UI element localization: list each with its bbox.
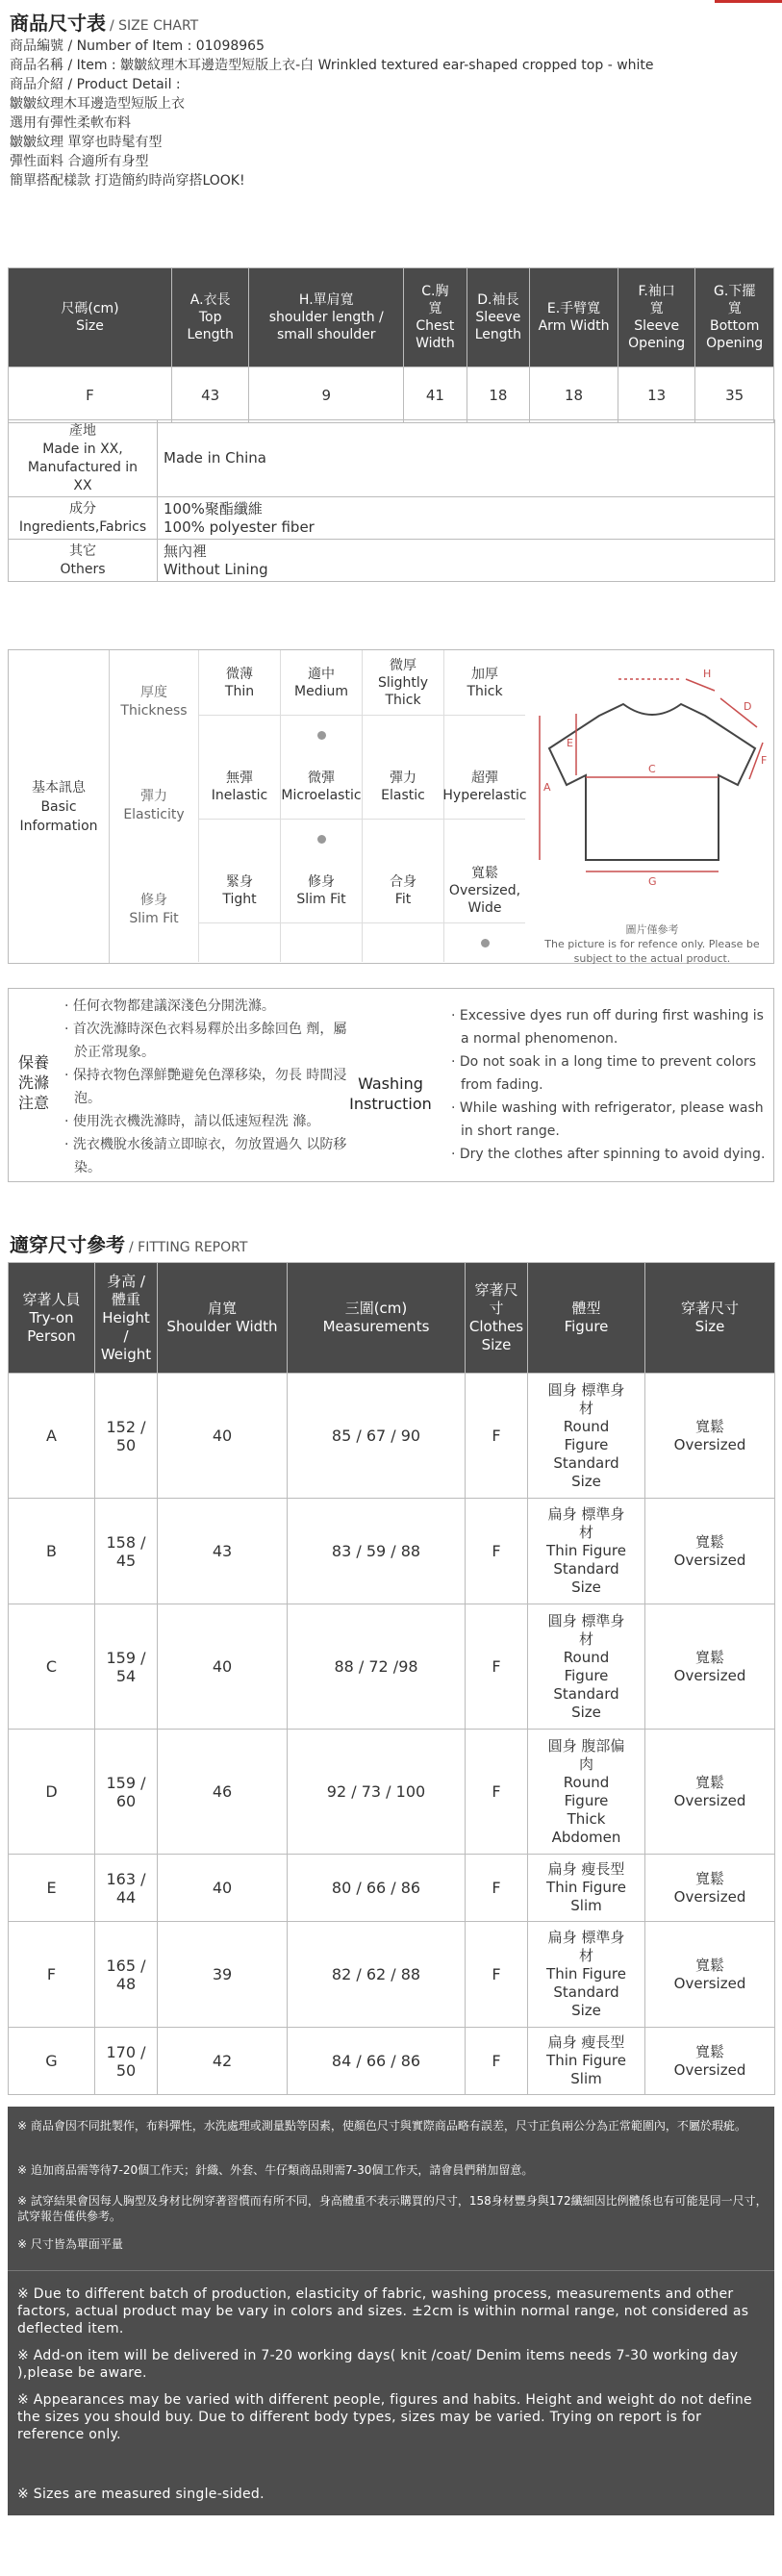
attribute-indicator-slot	[280, 716, 362, 754]
fitting-row	[9, 2028, 775, 2095]
attribute-indicator-slot	[443, 820, 525, 858]
selected-dot-icon	[481, 939, 490, 947]
fitting-figure: 扁身 標準身 材 Thin Figure Standard Size	[528, 1922, 645, 2028]
fitting-person: D	[9, 1730, 95, 1855]
wash-item: · 洗衣機脫水後請立即晾衣，勿放置過久 以防移染。	[64, 1137, 347, 1175]
size-header-0: 尺碼(cm) Size	[9, 268, 172, 367]
fitting-person: F	[9, 1922, 95, 2028]
fitting-header-0: 穿著人員 Try-on Person	[9, 1263, 95, 1374]
fitting-clothes-size: F	[466, 1730, 528, 1855]
fitting-height-weight: 165 / 48	[95, 1922, 158, 2028]
fitting-header-4: 穿著尺 寸 Clothes Size	[466, 1263, 528, 1374]
attribute-option: 加厚 Thick	[443, 650, 525, 716]
fitting-header-1: 身高 / 體重 Height / Weight	[95, 1263, 158, 1374]
attribute-indicator-slot	[280, 820, 362, 858]
fitting-person: E	[9, 1855, 95, 1922]
attribute-indicator-slot	[362, 820, 443, 858]
wash-item: · While washing with refrigerator, please wash in short range.	[451, 1100, 764, 1139]
fitting-row	[9, 1374, 775, 1499]
fitting-fit-size: 寬鬆 Oversized	[645, 1499, 775, 1604]
wash-zh-list	[64, 995, 353, 1179]
attribute-row	[110, 858, 527, 962]
attribute-indicator-slot	[198, 923, 280, 962]
attribute-grid	[110, 650, 527, 963]
fitting-figure: 圓身 腹部偏 肉 Round Figure Thick Abdomen	[528, 1730, 645, 1855]
fitting-row	[9, 1922, 775, 2028]
fitting-height-weight: 159 / 54	[95, 1604, 158, 1730]
fitting-figure: 扁身 瘦長型 Thin Figure Slim	[528, 2028, 645, 2095]
wash-panel	[8, 988, 774, 1182]
fitting-clothes-size: F	[466, 1855, 528, 1922]
size-header-2: H.單肩寬 shoulder length / small shoulder	[249, 268, 404, 367]
fitting-clothes-size: F	[466, 1604, 528, 1730]
attribute-indicator-slot	[362, 923, 443, 962]
fitting-height-weight: 170 / 50	[95, 2028, 158, 2095]
attribute-option: 無彈 Inelastic	[198, 754, 280, 820]
product-info	[10, 37, 774, 190]
size-chart-title: 商品尺寸表 / SIZE CHART	[10, 12, 199, 35]
attribute-indicator-slot	[280, 923, 362, 962]
spec-row	[9, 540, 775, 582]
diagram-label-d: D	[744, 700, 752, 713]
diagram-caption: 圖片僅參考 The picture is for refence only. Please be subject to the actual product.	[544, 923, 760, 965]
fitting-row	[9, 1730, 775, 1855]
fitting-table	[8, 1262, 775, 2095]
fitting-header-3: 三圍(cm) Measurements	[288, 1263, 466, 1374]
fitting-person: G	[9, 2028, 95, 2095]
note-zh: ※ 尺寸皆為單面平量	[17, 2237, 123, 2251]
diagram-label-c: C	[648, 763, 656, 775]
fitting-header-2: 肩寬 Shoulder Width	[158, 1263, 288, 1374]
size-header-1: A.衣長 Top Length	[171, 268, 248, 367]
note-zh: ※ 試穿結果會因每人胸型及身材比例穿著習慣而有所不同，身高體重不表示購買的尺寸，158身材豐身與172纖細因比例體係也有可能是同一尺寸，試穿報告僅供參考。	[17, 2194, 768, 2223]
wash-item: · 使用洗衣機洗滌時，請以低速短程洗 滌。	[64, 1114, 320, 1129]
fitting-measurements: 85 / 67 / 90	[288, 1374, 466, 1499]
note-en: ※ Due to different batch of production, elasticity of fabric, washing process, measurements and other factors, actual product may be vary in colors and sizes. ±2cm is within normal range, not considered as deflected item.	[17, 2286, 749, 2336]
fitting-shoulder: 43	[158, 1499, 288, 1604]
info-line: 皺皺紋理木耳邊造型短版上衣	[10, 96, 185, 112]
fitting-shoulder: 40	[158, 1604, 288, 1730]
note-en: ※ Sizes are measured single-sided.	[17, 2487, 265, 2502]
attribute-option: 微彈 Microelastic	[280, 754, 362, 820]
attribute-label: 厚度 Thickness	[120, 685, 188, 719]
info-line: 商品介紹 / Product Detail :	[10, 77, 181, 92]
attribute-option: 微薄 Thin	[198, 650, 280, 716]
fitting-clothes-size: F	[466, 1374, 528, 1499]
fitting-measurements: 82 / 62 / 88	[288, 1922, 466, 2028]
diagram-label-e: E	[567, 737, 573, 749]
fitting-title: 適穿尺寸參考 / FITTING REPORT	[10, 1233, 248, 1256]
fitting-measurements: 84 / 66 / 86	[288, 2028, 466, 2095]
fitting-clothes-size: F	[466, 1499, 528, 1604]
attribute-option: 超彈 Hyperelastic	[443, 754, 525, 820]
wash-item: · 保持衣物色澤鮮艷避免色澤移染，勿長 時間浸泡。	[64, 1068, 347, 1106]
size-header-3: C.胸 寬 Chest Width	[404, 268, 467, 367]
fitting-row	[9, 1604, 775, 1730]
attribute-indicator-slot	[198, 820, 280, 858]
attribute-option: 微厚 Slightly Thick	[362, 650, 443, 716]
wash-zh-title: 保養 洗滌 注意	[17, 1053, 49, 1112]
wash-item: · Excessive dyes run off during first washing is a normal phenomenon.	[451, 1008, 764, 1047]
diagram-label-g: G	[648, 875, 657, 888]
fitting-height-weight: 159 / 60	[95, 1730, 158, 1855]
note-zh: ※ 商品會因不同批製作，布料彈性，水洗處理或測量點等因素，使顏色尺寸與實際商品略有誤差，尺寸正負兩公分為正常範圍內，不屬於瑕疵。	[17, 2119, 746, 2133]
attribute-option: 適中 Medium	[280, 650, 362, 716]
attribute-option: 彈力 Elastic	[362, 754, 443, 820]
info-line: 彈性面料 合適所有身型	[10, 154, 149, 169]
attribute-option: 緊身 Tight	[198, 858, 280, 923]
accent-bar	[715, 0, 782, 3]
fitting-measurements: 92 / 73 / 100	[288, 1730, 466, 1855]
size-cell: 18	[467, 367, 529, 423]
fitting-person: A	[9, 1374, 95, 1499]
fitting-measurements: 80 / 66 / 86	[288, 1855, 466, 1922]
attribute-indicator-slot	[443, 923, 525, 962]
fitting-figure: 圓身 標準身 材 Round Figure Standard Size	[528, 1374, 645, 1499]
spec-row	[9, 420, 775, 497]
fitting-header-5: 體型 Figure	[528, 1263, 645, 1374]
fitting-figure: 扁身 瘦長型 Thin Figure Slim	[528, 1855, 645, 1922]
notes-divider	[8, 2270, 774, 2271]
size-header-5: E.手臂寬 Arm Width	[530, 268, 618, 367]
attribute-indicator-slot	[443, 716, 525, 754]
size-header-4: D.袖長 Sleeve Length	[467, 268, 529, 367]
fitting-row	[9, 1855, 775, 1922]
fitting-height-weight: 158 / 45	[95, 1499, 158, 1604]
fitting-shoulder: 42	[158, 2028, 288, 2095]
wash-item: · 任何衣物都建議深淺色分開洗滌。	[64, 998, 275, 1014]
wash-en-list	[451, 1004, 773, 1166]
fitting-figure: 圓身 標準身 材 Round Figure Standard Size	[528, 1604, 645, 1730]
note-zh: ※ 追加商品需等待7-20個工作天；針織、外套、牛仔類商品則需7-30個工作天，請會員們稍加留意。	[17, 2163, 534, 2177]
notes-panel	[8, 2107, 774, 2515]
fitting-height-weight: 163 / 44	[95, 1855, 158, 1922]
selected-dot-icon	[317, 731, 326, 740]
fitting-header-6: 穿著尺寸 Size	[645, 1263, 775, 1374]
attribute-row	[110, 650, 527, 754]
garment-diagram	[532, 656, 772, 945]
note-en: ※ Add-on item will be delivered in 7-20 working days( knit /coat/ Denim items needs 7-30 working day ),please be aware.	[17, 2348, 739, 2381]
attribute-indicator-slot	[198, 716, 280, 754]
fitting-clothes-size: F	[466, 1922, 528, 2028]
spec-table	[8, 419, 775, 582]
diagram-label-f: F	[761, 754, 768, 767]
note-en: ※ Appearances may be varied with different people, figures and habits. Height and weight do not define the sizes you should buy. Due to different body types, sizes may be varied. Trying on report is for reference only.	[17, 2392, 752, 2442]
spec-value: 無內裡 Without Lining	[158, 540, 775, 582]
fitting-fit-size: 寬鬆 Oversized	[645, 1604, 775, 1730]
fitting-figure: 扁身 標準身 材 Thin Figure Standard Size	[528, 1499, 645, 1604]
fitting-fit-size: 寬鬆 Oversized	[645, 1855, 775, 1922]
size-header-6: F.袖口 寬 Sleeve Opening	[618, 268, 694, 367]
wash-en-title: Washing Instruction	[349, 1074, 432, 1113]
size-cell: 43	[171, 367, 248, 423]
fitting-row	[9, 1499, 775, 1604]
size-table	[8, 267, 774, 423]
selected-dot-icon	[317, 835, 326, 844]
fitting-shoulder: 46	[158, 1730, 288, 1855]
basic-info-panel	[8, 649, 774, 964]
size-cell: 35	[695, 367, 774, 423]
fitting-fit-size: 寬鬆 Oversized	[645, 1730, 775, 1855]
size-header-7: G.下擺 寬 Bottom Opening	[695, 268, 774, 367]
size-cell: 13	[618, 367, 694, 423]
fitting-shoulder: 39	[158, 1922, 288, 2028]
size-cell: 9	[249, 367, 404, 423]
wash-item: · Dry the clothes after spinning to avoid dying.	[451, 1147, 766, 1162]
fitting-height-weight: 152 / 50	[95, 1374, 158, 1499]
fitting-fit-size: 寬鬆 Oversized	[645, 2028, 775, 2095]
info-line: 商品名稱 / Item : 皺皺紋理木耳邊造型短版上衣-白 Wrinkled textured ear-shaped cropped top - white	[10, 58, 654, 73]
spec-key: 產地 Made in XX, Manufactured in XX	[9, 420, 158, 497]
attribute-row	[110, 754, 527, 858]
attribute-label: 彈力 Elasticity	[123, 789, 185, 822]
attribute-option: 修身 Slim Fit	[280, 858, 362, 923]
spec-value: 100%聚酯纖維 100% polyester fiber	[158, 497, 775, 540]
size-row	[9, 367, 774, 423]
fitting-clothes-size: F	[466, 2028, 528, 2095]
fitting-shoulder: 40	[158, 1374, 288, 1499]
attribute-label: 修身 Slim Fit	[129, 893, 179, 926]
info-line: 商品編號 / Number of Item : 01098965	[10, 38, 265, 54]
fitting-shoulder: 40	[158, 1855, 288, 1922]
diagram-label-a: A	[543, 781, 551, 794]
attribute-option: 寬鬆 Oversized, Wide	[443, 858, 525, 923]
fitting-measurements: 83 / 59 / 88	[288, 1499, 466, 1604]
fitting-person: C	[9, 1604, 95, 1730]
attribute-option: 合身 Fit	[362, 858, 443, 923]
info-line: 選用有彈性柔軟布料	[10, 115, 131, 131]
size-cell: 41	[404, 367, 467, 423]
wash-item: · 首次洗滌時深色衣料易釋於出多餘回色 劑，屬於正常現象。	[64, 1022, 347, 1060]
info-line: 皺皺紋理 單穿也時髦有型	[10, 135, 163, 150]
diagram-label-h: H	[703, 668, 712, 680]
size-cell: F	[9, 367, 172, 423]
fitting-measurements: 88 / 72 /98	[288, 1604, 466, 1730]
spec-value: Made in China	[158, 420, 775, 497]
spec-key: 其它 Others	[9, 540, 158, 582]
attribute-indicator-slot	[362, 716, 443, 754]
info-line: 簡單搭配樣款 打造簡約時尚穿搭LOOK!	[10, 173, 245, 189]
spec-row	[9, 497, 775, 540]
fitting-person: B	[9, 1499, 95, 1604]
fitting-fit-size: 寬鬆 Oversized	[645, 1374, 775, 1499]
size-cell: 18	[530, 367, 618, 423]
basic-info-title: 基本訊息 Basic Information	[9, 650, 110, 963]
spec-key: 成分 Ingredients,Fabrics	[9, 497, 158, 540]
fitting-fit-size: 寬鬆 Oversized	[645, 1922, 775, 2028]
wash-item: · Do not soak in a long time to prevent colors from fading.	[451, 1054, 756, 1093]
